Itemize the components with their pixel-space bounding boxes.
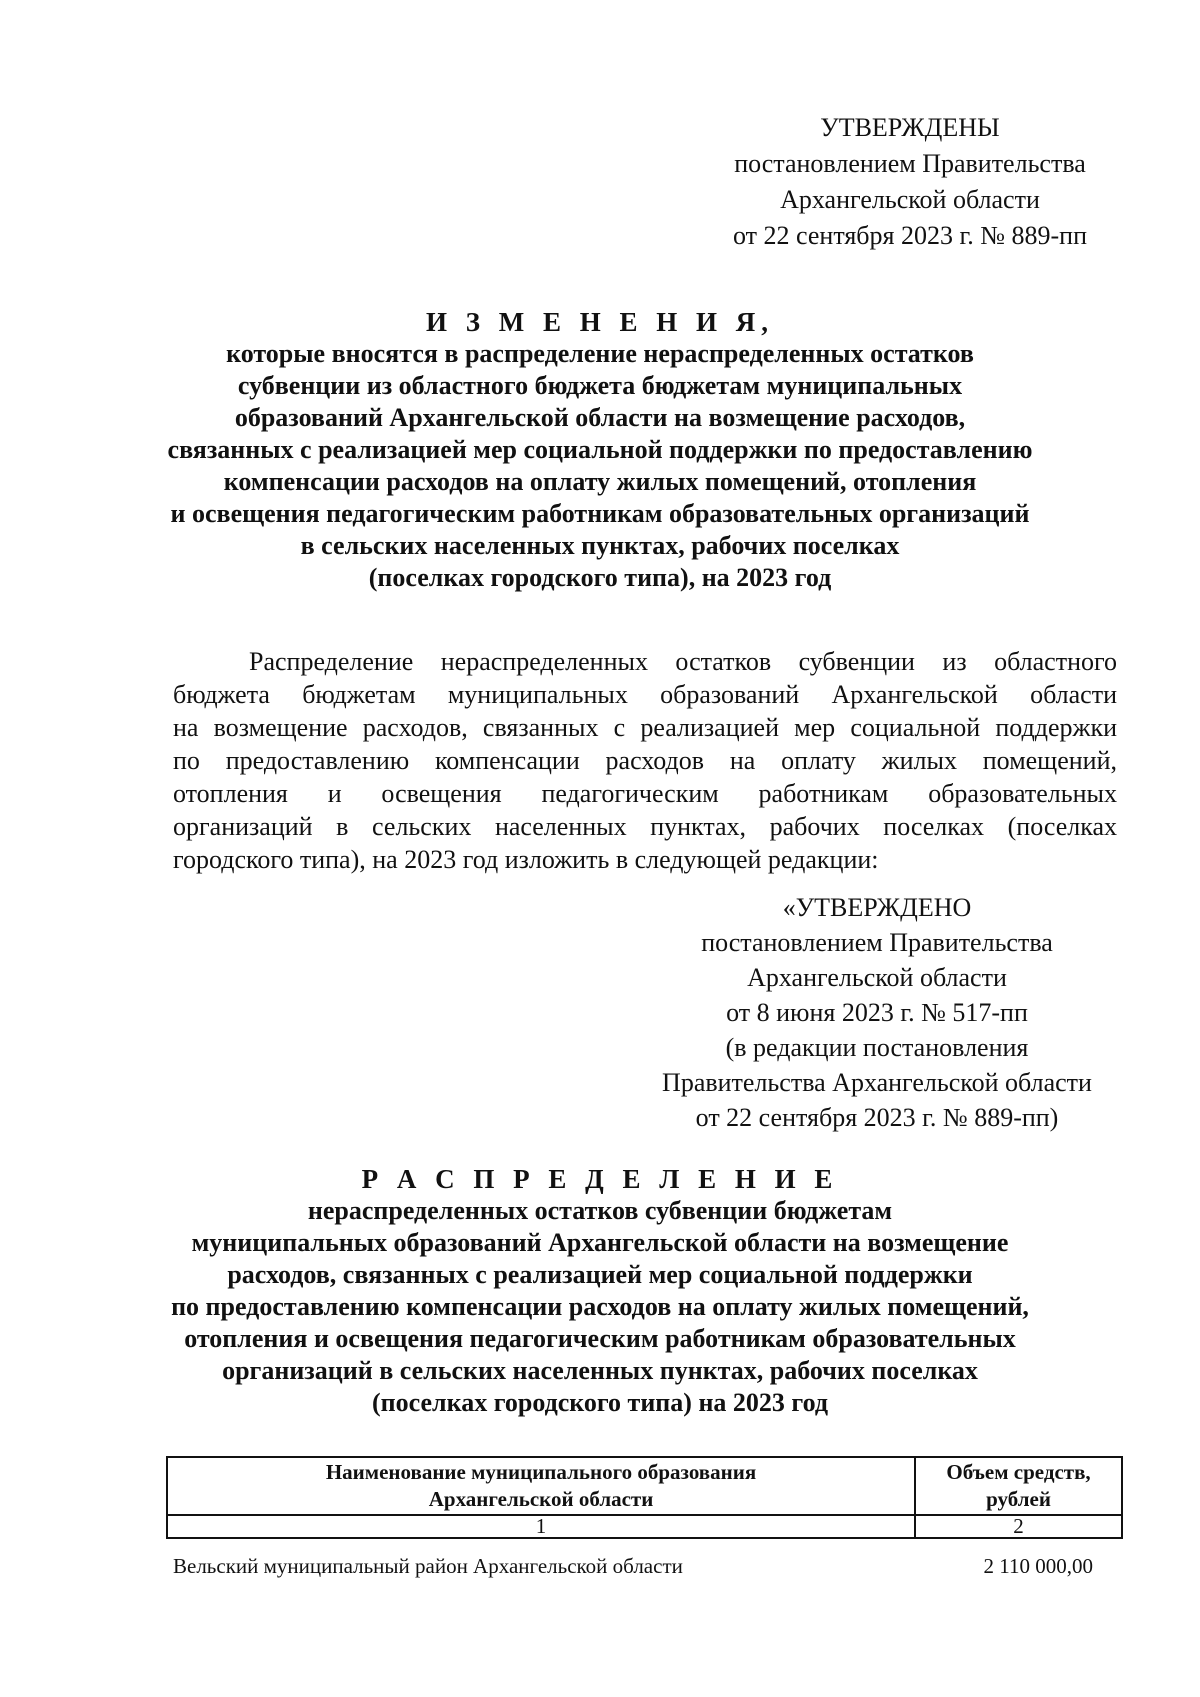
- paragraph-line: на возмещение расходов, связанных с реализацией мер социальной поддержки: [173, 713, 1117, 742]
- distribution-heading-line: по предоставлению компенсации расходов на оплату жилых помещений,: [171, 1292, 1029, 1321]
- approval-block-top: [710, 110, 1110, 254]
- changes-heading-line: связанных с реализацией мер социальной поддержки по предоставлению: [167, 435, 1033, 464]
- approval-date-number: от 8 июня 2023 г. № 517-пп: [726, 998, 1028, 1027]
- column-header-amount: [915, 1457, 1122, 1515]
- paragraph-line: по предоставлению компенсации расходов на оплату жилых помещений,: [173, 746, 1117, 775]
- column-header-municipality: [167, 1457, 915, 1515]
- paragraph-line: отопления и освещения педагогическим работникам образовательных: [173, 779, 1117, 808]
- approval-line: постановлением Правительства: [734, 149, 1086, 178]
- body-paragraph: [173, 645, 1117, 876]
- approval-title: «УТВЕРЖДЕНО: [782, 893, 972, 922]
- changes-heading-line: и освещения педагогическим работникам образовательных организаций: [170, 499, 1030, 528]
- paragraph-line: бюджета бюджетам муниципальных образований Архангельской области: [173, 680, 1117, 709]
- column-header-line: рублей: [986, 1487, 1051, 1511]
- column-header-line: Наименование муниципального образования: [325, 1460, 757, 1484]
- paragraph-line: организаций в сельских населенных пунктах, рабочих поселках (поселках: [173, 812, 1117, 841]
- changes-heading-line: образований Архангельской области на возмещение расходов,: [234, 403, 966, 432]
- column-number-1: 1: [167, 1515, 915, 1538]
- changes-heading: [140, 306, 1060, 594]
- changes-title: И З М Е Н Е Н И Я,: [425, 307, 774, 337]
- distribution-heading-line: (поселках городского типа) на 2023 год: [371, 1388, 828, 1417]
- column-number-2: 2: [915, 1515, 1122, 1538]
- changes-heading-line: субвенции из областного бюджета бюджетам муниципальных: [237, 371, 963, 400]
- changes-heading-line: компенсации расходов на оплату жилых помещений, отопления: [223, 467, 977, 496]
- distribution-heading-line: отопления и освещения педагогическим работникам образовательных: [184, 1324, 1016, 1353]
- changes-heading-line: в сельских населенных пунктах, рабочих поселках: [300, 531, 900, 560]
- approval-line: Архангельской области: [780, 185, 1040, 214]
- distribution-heading-line: муниципальных образований Архангельской области на возмещение: [191, 1228, 1009, 1257]
- paragraph-line: городского типа), на 2023 год изложить в следующей редакции:: [173, 845, 879, 874]
- distribution-heading-line: расходов, связанных с реализацией мер социальной поддержки: [227, 1260, 973, 1289]
- approval-date-number: от 22 сентября 2023 г. № 889-пп: [732, 221, 1088, 250]
- approval-title: УТВЕРЖДЕНЫ: [820, 113, 1000, 142]
- approval-line: Архангельской области: [747, 963, 1007, 992]
- approval-line: постановлением Правительства: [701, 928, 1053, 957]
- distribution-heading-line: нераспределенных остатков субвенции бюджетам: [307, 1196, 893, 1225]
- distribution-title: Р А С П Р Е Д Е Л Е Н И Е: [361, 1164, 839, 1194]
- table-number-row: [167, 1515, 1122, 1538]
- approval-line: (в редакции постановления: [725, 1033, 1029, 1062]
- amount-value: 2 110 000,00: [983, 1554, 1093, 1578]
- approval-line: Правительства Архангельской области: [662, 1068, 1092, 1097]
- paragraph-line: Распределение нераспределенных остатков субвенции из областного: [249, 647, 1117, 676]
- column-header-line: Объем средств,: [946, 1460, 1091, 1484]
- distribution-heading: [140, 1163, 1060, 1419]
- distribution-table-header: [166, 1456, 1123, 1539]
- changes-heading-line: которые вносятся в распределение нераспределенных остатков: [226, 339, 974, 368]
- table-header-row: [167, 1457, 1122, 1515]
- approval-date-number: от 22 сентября 2023 г. № 889-пп): [695, 1103, 1059, 1132]
- changes-heading-line: (поселках городского типа), на 2023 год: [368, 563, 832, 592]
- distribution-heading-line: организаций в сельских населенных пунктах, рабочих поселках: [222, 1356, 978, 1385]
- approval-block-second: [642, 890, 1112, 1135]
- column-header-line: Архангельской области: [428, 1487, 654, 1511]
- municipality-name: Вельский муниципальный район Архангельской области: [173, 1554, 683, 1578]
